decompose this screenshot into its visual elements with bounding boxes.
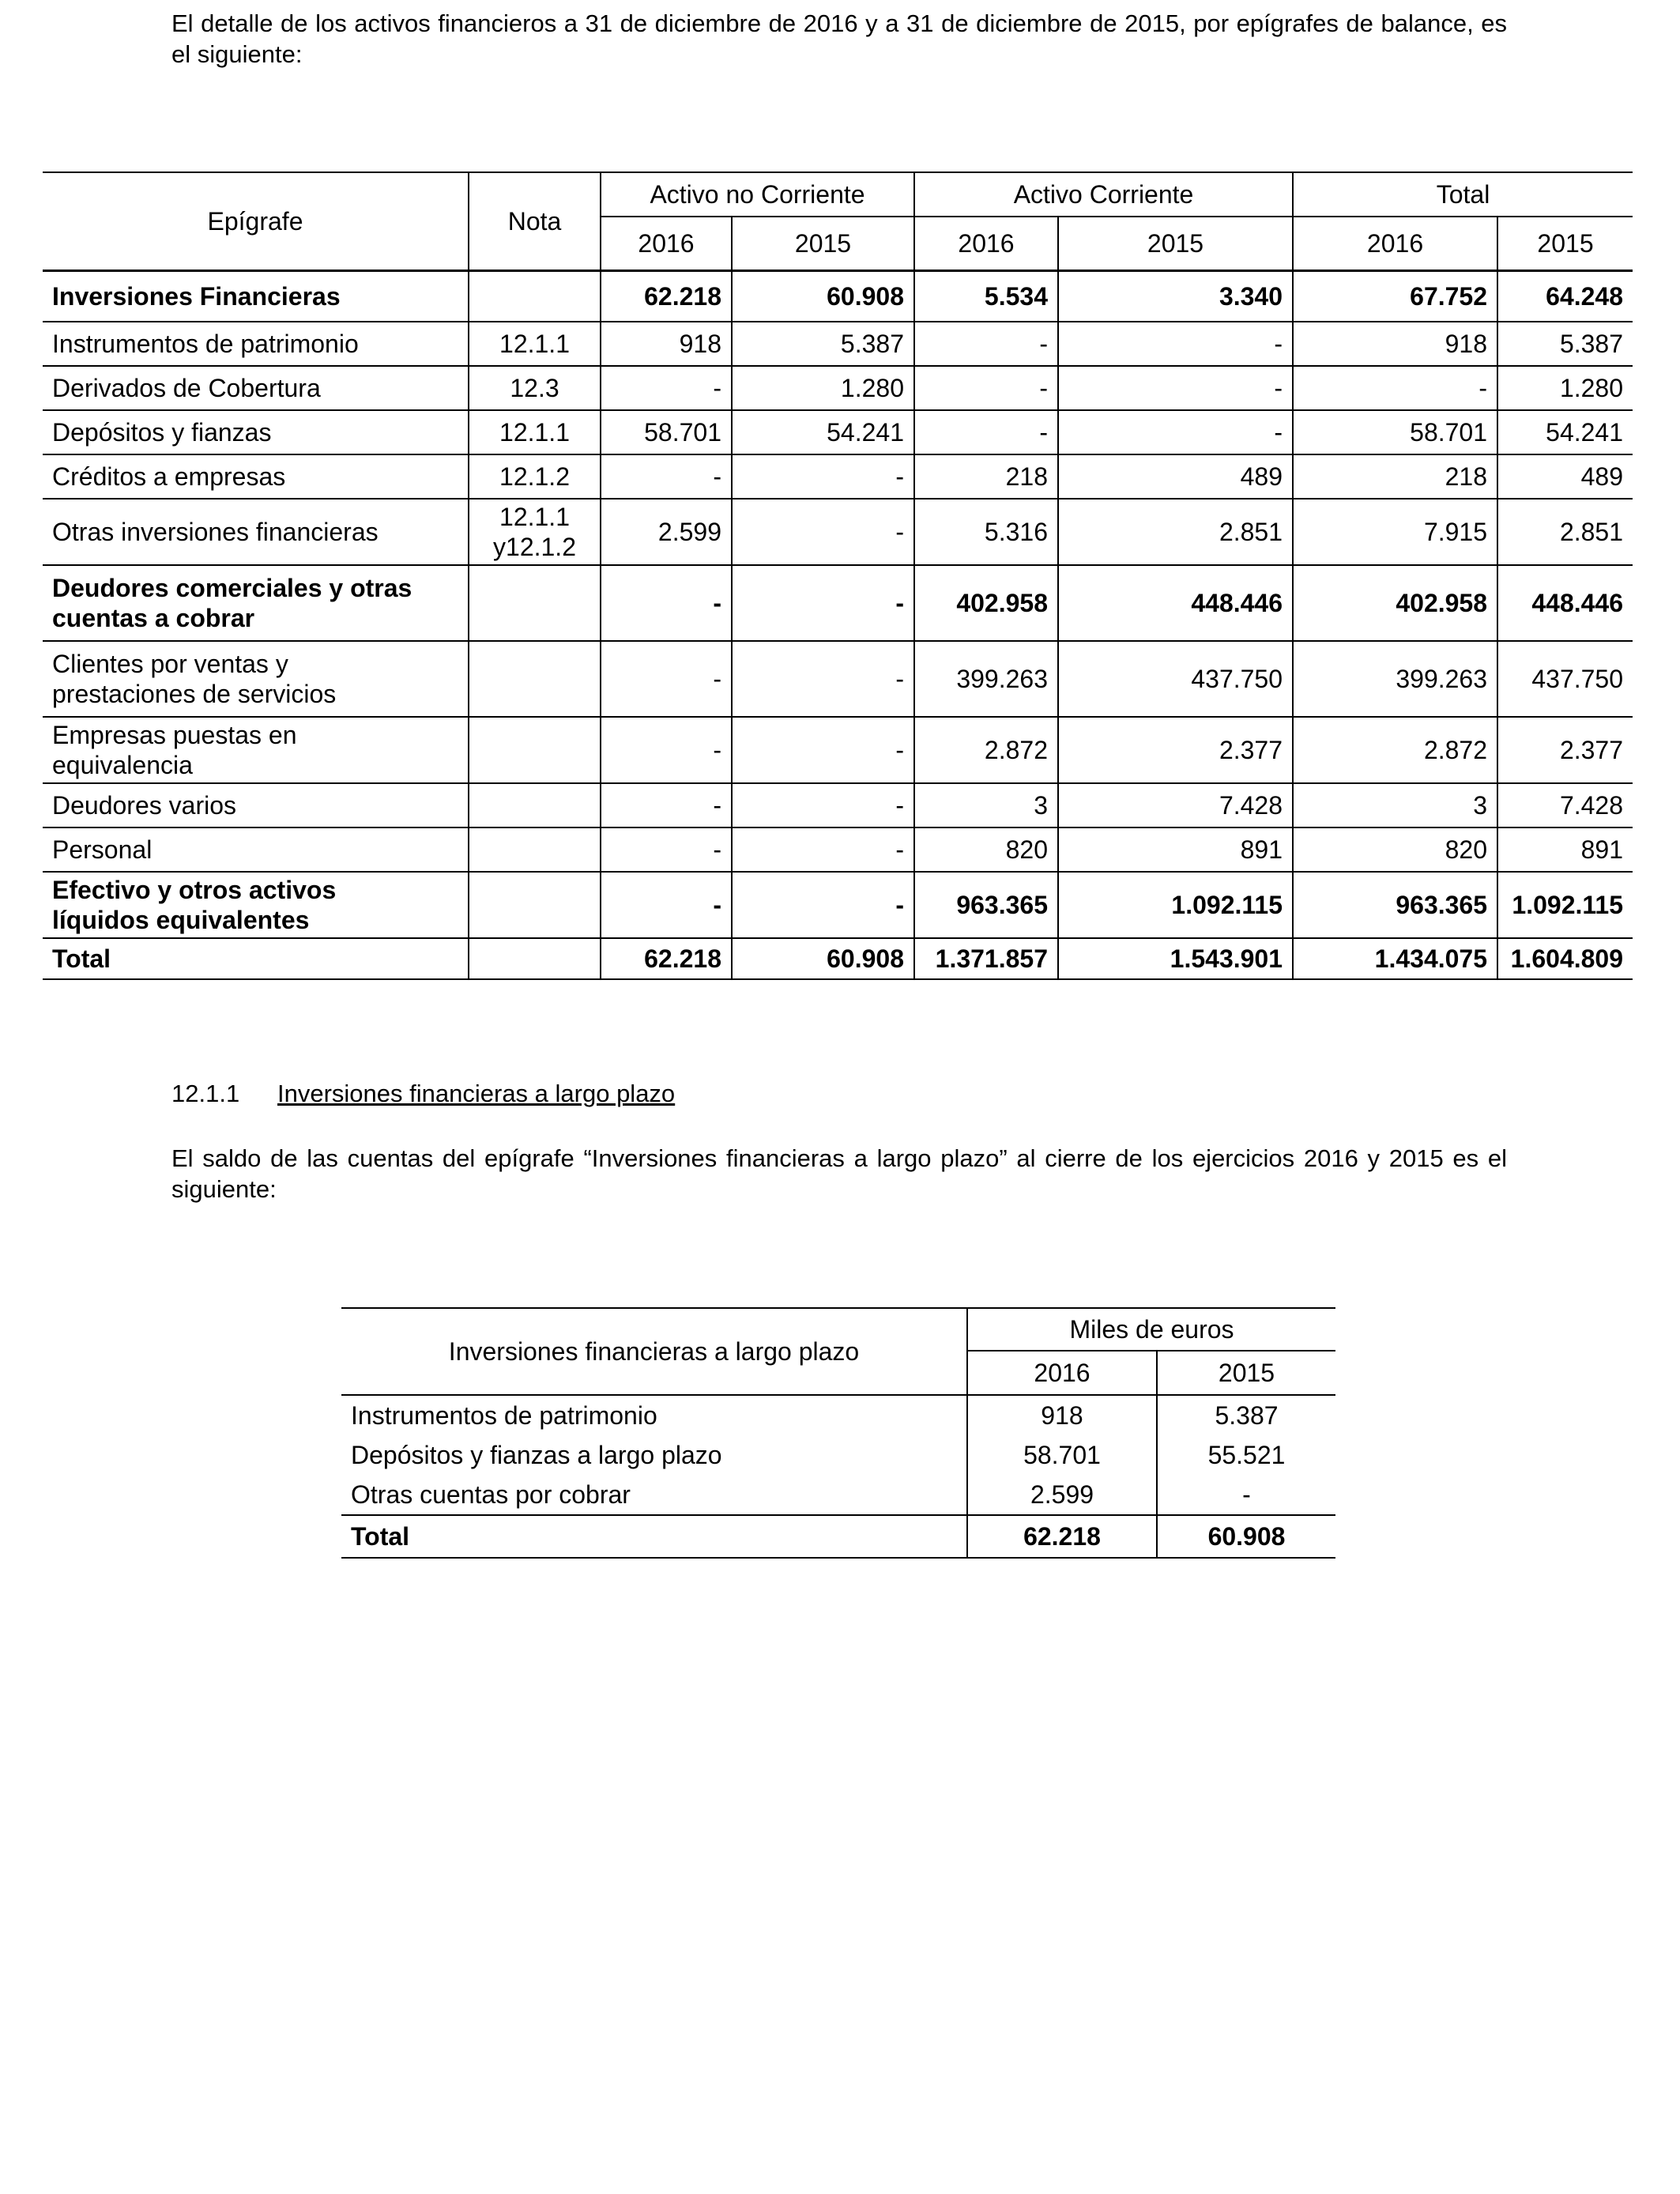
table-total-row (341, 1515, 1335, 1558)
cell-value: - (601, 454, 732, 499)
cell-value: 2.851 (1497, 499, 1633, 565)
cell-value: 58.701 (1293, 410, 1497, 454)
cell-value: - (732, 454, 914, 499)
cell-value: 5.387 (1497, 322, 1633, 366)
lt-header-group: Miles de euros (967, 1308, 1335, 1351)
cell-value: 820 (1293, 827, 1497, 872)
cell-value: 62.218 (601, 271, 732, 322)
cell-value: 437.750 (1058, 641, 1293, 717)
table-row (43, 872, 1633, 938)
lt-cell-value: 62.218 (967, 1515, 1157, 1558)
cell-value: 448.446 (1497, 565, 1633, 641)
cell-value: 399.263 (914, 641, 1058, 717)
header-epigrafe: Epígrafe (43, 172, 469, 271)
cell-value: 7.428 (1058, 783, 1293, 827)
lt-cell-value: 5.387 (1157, 1395, 1335, 1435)
row-label: Inversiones Financieras (43, 271, 469, 322)
cell-value: 67.752 (1293, 271, 1497, 322)
cell-value: - (914, 366, 1058, 410)
cell-value: 3.340 (1058, 271, 1293, 322)
cell-value: - (601, 717, 732, 783)
lt-cell-value: 2.599 (967, 1475, 1157, 1515)
cell-value: - (732, 499, 914, 565)
cell-value: 3 (914, 783, 1058, 827)
cell-value: - (914, 322, 1058, 366)
row-nota: 12.1.1 (469, 322, 601, 366)
label-line: Clientes por ventas y (52, 650, 288, 678)
row-label: Depósitos y fianzas (43, 410, 469, 454)
cell-value: - (601, 641, 732, 717)
table-row (43, 565, 1633, 641)
cell-value: 54.241 (1497, 410, 1633, 454)
cell-value: 489 (1497, 454, 1633, 499)
cell-value: 448.446 (1058, 565, 1293, 641)
row-label (43, 641, 469, 717)
cell-value: 2.872 (1293, 717, 1497, 783)
cell-value: 60.908 (732, 271, 914, 322)
cell-value: 402.958 (914, 565, 1058, 641)
label-line: Empresas puestas en (52, 721, 297, 749)
lt-header-year: 2016 (967, 1351, 1157, 1395)
table-row (43, 717, 1633, 783)
cell-value: 5.316 (914, 499, 1058, 565)
nota-line: 12.1.1 (499, 503, 570, 531)
row-nota: 12.1.2 (469, 454, 601, 499)
lt-cell-value: - (1157, 1475, 1335, 1515)
lt-header-year: 2015 (1157, 1351, 1335, 1395)
cell-value: 2.377 (1058, 717, 1293, 783)
cell-value: - (601, 827, 732, 872)
row-nota (469, 938, 601, 979)
lt-row-label: Otras cuentas por cobrar (351, 1480, 631, 1509)
cell-value: 1.371.857 (914, 938, 1058, 979)
cell-value: - (732, 641, 914, 717)
cell-value: 2.851 (1058, 499, 1293, 565)
cell-value: 62.218 (601, 938, 732, 979)
lt-row-label: Depósitos y fianzas a largo plazo (351, 1441, 722, 1469)
header-activo-corriente: Activo Corriente (914, 172, 1293, 217)
cell-value: 7.915 (1293, 499, 1497, 565)
row-label: Deudores varios (43, 783, 469, 827)
cell-value: 1.280 (732, 366, 914, 410)
table-row (43, 410, 1633, 454)
cell-value: 963.365 (914, 872, 1058, 938)
header-year: 2015 (1058, 217, 1293, 271)
cell-value: - (601, 872, 732, 938)
section-title: Inversiones financieras a largo plazo (277, 1080, 676, 1107)
header-year: 2015 (1497, 217, 1633, 271)
cell-value: - (601, 565, 732, 641)
cell-value: 963.365 (1293, 872, 1497, 938)
cell-value: 437.750 (1497, 641, 1633, 717)
row-label (43, 872, 469, 938)
cell-value: 891 (1058, 827, 1293, 872)
nota-line: y12.1.2 (493, 533, 576, 561)
row-nota (469, 717, 601, 783)
section-number: 12.1.1 (171, 1080, 240, 1107)
cell-value: 918 (601, 322, 732, 366)
row-nota: 12.1.1 (469, 410, 601, 454)
lt-cell-value: 60.908 (1157, 1515, 1335, 1558)
header-year: 2016 (1293, 217, 1497, 271)
cell-value: - (914, 410, 1058, 454)
cell-value: - (732, 872, 914, 938)
row-label: Instrumentos de patrimonio (43, 322, 469, 366)
cell-value: 918 (1293, 322, 1497, 366)
lt-cell-value: 918 (967, 1395, 1157, 1435)
label-line: líquidos equivalentes (52, 906, 310, 934)
table-row (341, 1395, 1335, 1435)
table-row (43, 827, 1633, 872)
cell-value: 2.377 (1497, 717, 1633, 783)
lt-row-label: Instrumentos de patrimonio (351, 1401, 657, 1430)
cell-value: 5.387 (732, 322, 914, 366)
row-nota (469, 827, 601, 872)
cell-value: 7.428 (1497, 783, 1633, 827)
cell-value: - (732, 717, 914, 783)
header-total: Total (1293, 172, 1633, 217)
label-line: cuentas a cobrar (52, 604, 255, 632)
long-term-investments-table (341, 1307, 1335, 1559)
cell-value: - (732, 827, 914, 872)
cell-value: 489 (1058, 454, 1293, 499)
cell-value: 3 (1293, 783, 1497, 827)
cell-value: 891 (1497, 827, 1633, 872)
cell-value: 1.604.809 (1497, 938, 1633, 979)
row-nota (469, 565, 601, 641)
table-row (43, 454, 1633, 499)
row-nota (469, 641, 601, 717)
cell-value: 218 (914, 454, 1058, 499)
cell-value: - (601, 783, 732, 827)
table-row (43, 641, 1633, 717)
intro-paragraph: El detalle de los activos financieros a 31 de diciembre de 2016 y a 31 de diciembre de 2015, por epígrafes de balance, es el siguiente: (171, 9, 1507, 68)
cell-value: 1.092.115 (1497, 872, 1633, 938)
lt-cell-value: 58.701 (967, 1435, 1157, 1475)
cell-value: - (601, 366, 732, 410)
cell-value: 820 (914, 827, 1058, 872)
cell-value: 54.241 (732, 410, 914, 454)
section-heading (171, 1078, 675, 1109)
row-nota (469, 872, 601, 938)
table-row (43, 366, 1633, 410)
row-nota: 12.3 (469, 366, 601, 410)
row-label: Créditos a empresas (43, 454, 469, 499)
header-year: 2015 (732, 217, 914, 271)
cell-value: - (1058, 410, 1293, 454)
cell-value: 5.534 (914, 271, 1058, 322)
table-row (341, 1475, 1335, 1515)
label-line: prestaciones de servicios (52, 680, 337, 708)
row-nota (469, 783, 601, 827)
cell-value: - (1293, 366, 1497, 410)
cell-value: 399.263 (1293, 641, 1497, 717)
cell-value: 218 (1293, 454, 1497, 499)
row-label (43, 717, 469, 783)
cell-value: - (732, 783, 914, 827)
header-activo-no-corriente: Activo no Corriente (601, 172, 914, 217)
cell-value: 64.248 (1497, 271, 1633, 322)
row-label: Otras inversiones financieras (43, 499, 469, 565)
row-label: Derivados de Cobertura (43, 366, 469, 410)
lt-header-label: Inversiones financieras a largo plazo (341, 1308, 967, 1395)
label-line: equivalencia (52, 751, 193, 779)
cell-value: 1.543.901 (1058, 938, 1293, 979)
cell-value: - (1058, 366, 1293, 410)
cell-value: 402.958 (1293, 565, 1497, 641)
row-label (43, 565, 469, 641)
cell-value: 1.280 (1497, 366, 1633, 410)
header-nota: Nota (469, 172, 601, 271)
cell-value: 1.434.075 (1293, 938, 1497, 979)
label-line: Deudores comerciales y otras (52, 574, 412, 602)
lt-cell-value: 55.521 (1157, 1435, 1335, 1475)
row-label: Total (43, 938, 469, 979)
row-nota (469, 271, 601, 322)
table-total-row (43, 938, 1633, 979)
cell-value: 2.599 (601, 499, 732, 565)
table-row (43, 322, 1633, 366)
cell-value: - (1058, 322, 1293, 366)
financial-assets-table (43, 172, 1633, 980)
cell-value: 1.092.115 (1058, 872, 1293, 938)
cell-value: 2.872 (914, 717, 1058, 783)
row-nota (469, 499, 601, 565)
label-line: Efectivo y otros activos (52, 876, 337, 904)
table-row (43, 271, 1633, 322)
cell-value: - (732, 565, 914, 641)
table-row (43, 499, 1633, 565)
cell-value: 60.908 (732, 938, 914, 979)
table-row (43, 783, 1633, 827)
header-year: 2016 (914, 217, 1058, 271)
row-label: Personal (43, 827, 469, 872)
lt-row-label: Total (341, 1515, 967, 1558)
cell-value: 58.701 (601, 410, 732, 454)
table-row (341, 1435, 1335, 1475)
section-paragraph: El saldo de las cuentas del epígrafe “Inversiones financieras a largo plazo” al cierre de los ejercicios 2016 y 2015 es el siguiente: (171, 1144, 1507, 1203)
header-year: 2016 (601, 217, 732, 271)
